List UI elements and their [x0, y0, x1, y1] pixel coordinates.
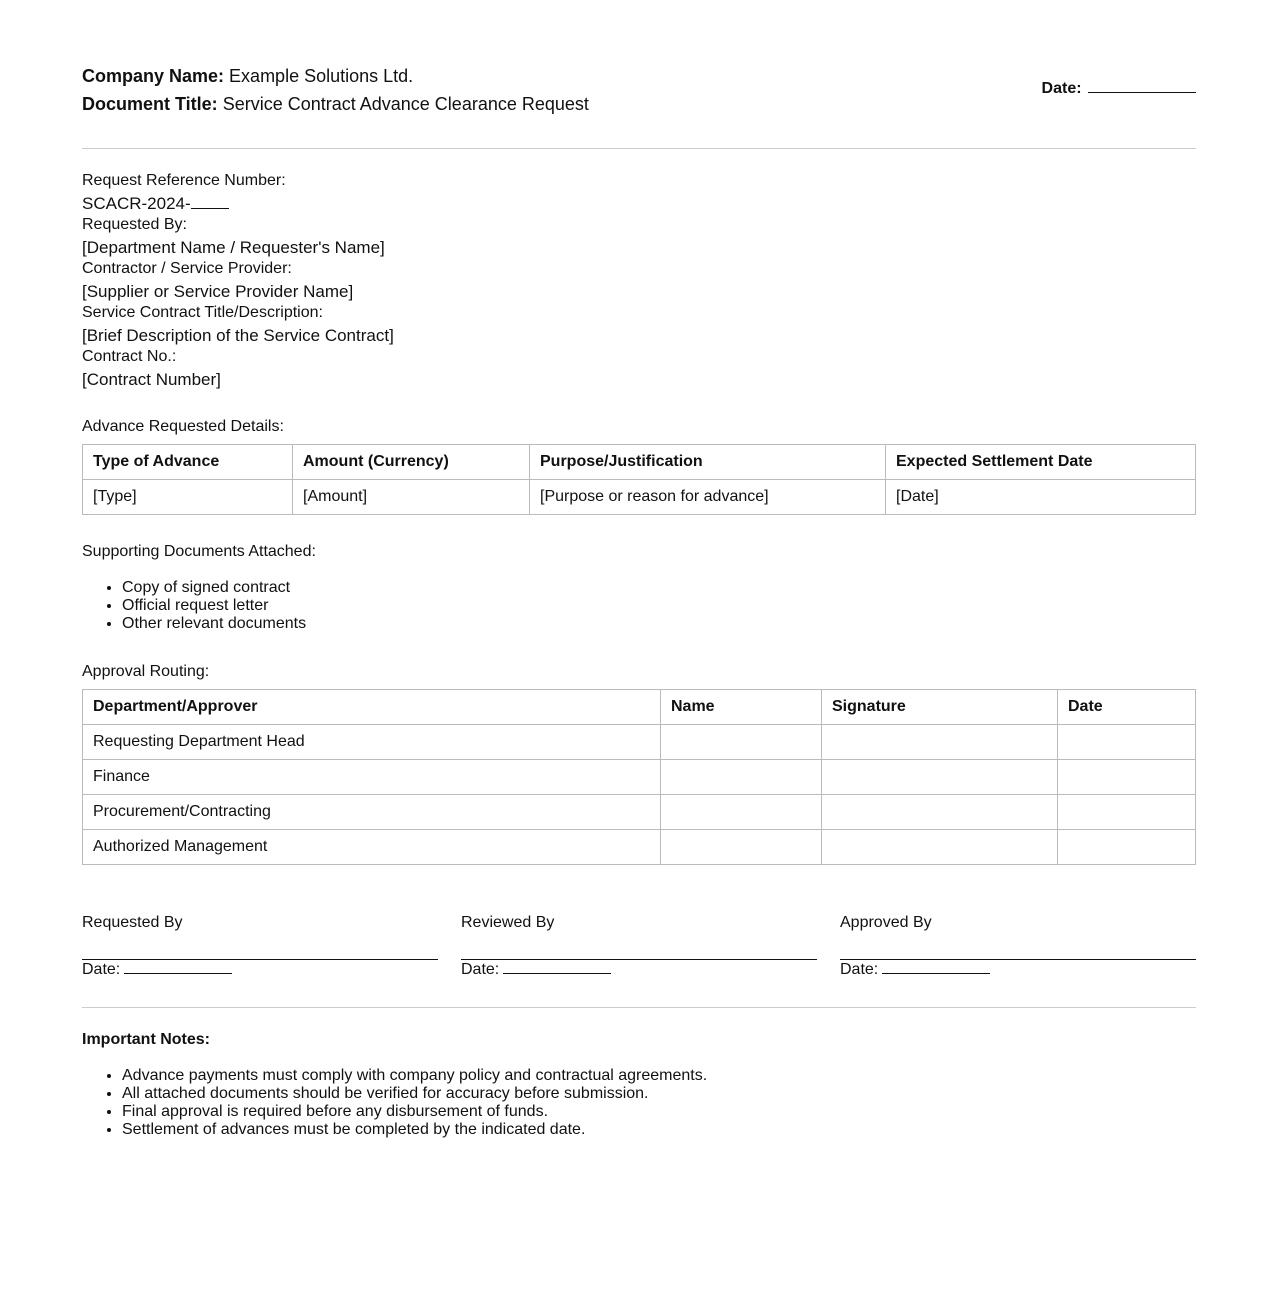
ref-number-blank[interactable]	[191, 194, 229, 209]
list-item: • Official request letter	[122, 597, 1196, 615]
contractor-value: [Supplier or Service Provider Name]	[82, 282, 354, 301]
notes-divider	[82, 1007, 1196, 1008]
signature-reviewed-by-title: Reviewed By	[461, 914, 555, 931]
supporting-list	[82, 579, 1196, 633]
advance-cell-date[interactable]: [Date]	[886, 480, 1196, 515]
approver-department: Requesting Department Head	[83, 725, 661, 760]
approver-signature-cell[interactable]	[822, 830, 1058, 865]
approver-date-cell[interactable]	[1058, 725, 1196, 760]
approver-name-cell[interactable]	[661, 760, 822, 795]
advance-cell-type[interactable]: [Type]	[83, 480, 293, 515]
signature-date-label: Date:	[461, 961, 500, 978]
approver-name-cell[interactable]	[661, 795, 822, 830]
signature-requested-by	[82, 913, 438, 980]
header-date	[1042, 78, 1196, 98]
signature-requested-by-date	[82, 960, 438, 980]
approval-header-department: Department/Approver	[83, 690, 661, 725]
approver-department: Authorized Management	[83, 830, 661, 865]
request-info	[82, 171, 1196, 391]
approval-header-signature: Signature	[822, 690, 1058, 725]
approver-date-cell[interactable]	[1058, 830, 1196, 865]
advance-section-label: Advance Requested Details:	[82, 418, 284, 435]
contract-no-label: Contract No.:	[82, 348, 177, 365]
document-header	[82, 62, 1196, 149]
approver-date-cell[interactable]	[1058, 795, 1196, 830]
document-title-line	[82, 90, 1196, 118]
ref-number-prefix: SCACR-2024-	[82, 194, 191, 213]
table-row	[83, 830, 1196, 865]
contractor-label: Contractor / Service Provider:	[82, 260, 292, 277]
approver-signature-cell[interactable]	[822, 725, 1058, 760]
approver-signature-cell[interactable]	[822, 795, 1058, 830]
document-title-label: Document Title:	[82, 94, 218, 114]
list-item: • Copy of signed contract	[122, 579, 1196, 597]
approver-department: Finance	[83, 760, 661, 795]
ref-number-label: Request Reference Number:	[82, 172, 286, 189]
advance-header-amount: Amount (Currency)	[293, 445, 530, 480]
list-item: • Advance payments must comply with company policy and contractual agreements.	[122, 1067, 1196, 1085]
list-item: • Settlement of advances must be completed by the indicated date.	[122, 1121, 1196, 1139]
advance-header-settlement: Expected Settlement Date	[886, 445, 1196, 480]
approver-department: Procurement/Contracting	[83, 795, 661, 830]
signature-date-field[interactable]	[124, 960, 232, 974]
requested-by-value: [Department Name / Requester's Name]	[82, 238, 385, 257]
approver-date-cell[interactable]	[1058, 760, 1196, 795]
signature-requested-by-title: Requested By	[82, 914, 183, 931]
table-row	[83, 725, 1196, 760]
approval-table-header	[83, 690, 1196, 725]
requested-by-label: Requested By:	[82, 216, 187, 233]
approver-name-cell[interactable]	[661, 830, 822, 865]
header-date-field[interactable]	[1088, 78, 1196, 93]
approval-section-label: Approval Routing:	[82, 663, 210, 680]
signature-approved-by-title: Approved By	[840, 914, 932, 931]
document-page	[82, 0, 1196, 1139]
document-title-value: Service Contract Advance Clearance Request	[222, 94, 589, 114]
advance-header-purpose: Purpose/Justification	[530, 445, 886, 480]
signature-date-field[interactable]	[503, 960, 611, 974]
supporting-section-label: Supporting Documents Attached:	[82, 543, 316, 560]
notes-title: Important Notes:	[82, 1031, 210, 1048]
signature-approved-by-date	[840, 960, 1196, 980]
list-item: • Other relevant documents	[122, 615, 1196, 633]
header-date-label: Date:	[1041, 80, 1082, 97]
advance-cell-purpose[interactable]: [Purpose or reason for advance]	[530, 480, 886, 515]
company-name-line	[82, 62, 1196, 90]
contract-no-value: [Contract Number]	[82, 370, 221, 389]
list-item: • All attached documents should be verified for accuracy before submission.	[122, 1085, 1196, 1103]
approval-header-date: Date	[1058, 690, 1196, 725]
approver-name-cell[interactable]	[661, 725, 822, 760]
signature-reviewed-by	[461, 913, 817, 980]
signature-reviewed-by-date	[461, 960, 817, 980]
company-name-value: Example Solutions Ltd.	[229, 66, 414, 86]
table-row	[83, 760, 1196, 795]
advance-table-header	[83, 445, 1196, 480]
advance-table-row	[83, 480, 1196, 515]
signature-date-label: Date:	[840, 961, 879, 978]
advance-header-type: Type of Advance	[83, 445, 293, 480]
approval-table	[82, 689, 1196, 865]
table-row	[83, 795, 1196, 830]
advance-cell-amount[interactable]: [Amount]	[293, 480, 530, 515]
contract-title-value: [Brief Description of the Service Contract]	[82, 326, 394, 345]
ref-number-value	[82, 193, 1196, 215]
list-item: • Final approval is required before any disbursement of funds.	[122, 1103, 1196, 1121]
signature-section	[82, 913, 1196, 991]
contract-title-label: Service Contract Title/Description:	[82, 304, 323, 321]
advance-table	[82, 444, 1196, 515]
approver-signature-cell[interactable]	[822, 760, 1058, 795]
company-name-label: Company Name:	[82, 66, 225, 86]
approval-header-name: Name	[661, 690, 822, 725]
notes-list	[82, 1067, 1196, 1139]
signature-date-label: Date:	[82, 961, 121, 978]
signature-date-field[interactable]	[882, 960, 990, 974]
signature-approved-by	[840, 913, 1196, 980]
